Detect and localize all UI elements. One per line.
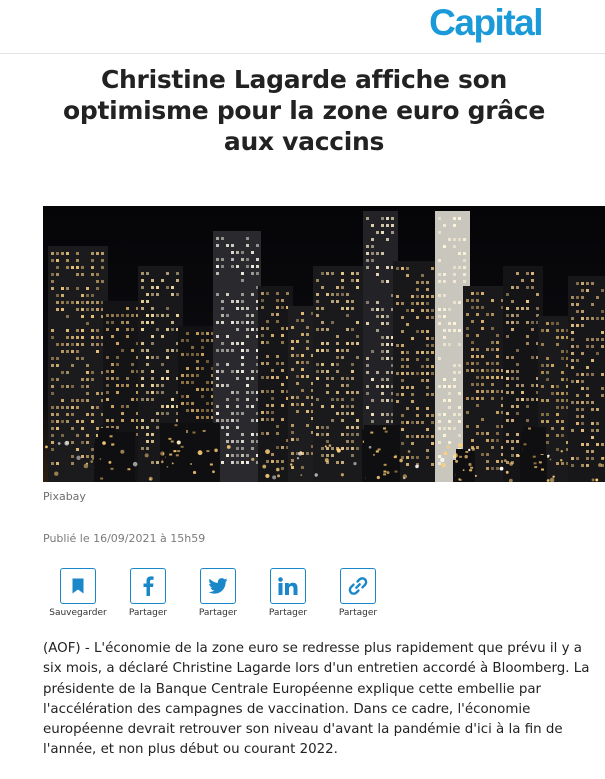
share-item-twitter [183,568,253,618]
city-skyline-image [43,206,605,482]
publication-date: Publié le 16/09/2021 à 15h59 [43,532,206,545]
bookmark-icon [71,578,85,594]
twitter-icon [208,578,228,594]
copy-link-button[interactable] [340,568,376,604]
article-title: Christine Lagarde affiche son optimisme pour la zone euro grâce aux vaccins [63,65,545,156]
save-label: Sauvegarder [49,608,107,618]
save-button[interactable] [60,568,96,604]
capital-logo[interactable]: Capital [429,2,542,43]
share-item-linkedin [253,568,323,618]
site-header [0,0,605,54]
image-credit: Pixabay [43,490,86,503]
twitter-share-button[interactable] [200,568,236,604]
share-item-facebook [113,568,183,618]
article-image [43,206,605,482]
share-item-link [323,568,393,618]
facebook-label: Partager [128,608,168,618]
article-body: (AOF) - L'économie de la zone euro se redresse plus rapidement que prévu il y a six mois, a déclaré Christine Lagarde lors d'un entretien accordé à Bloomberg. La présidente de la Banque Centrale Européenne explique cette embellie par l'accélération des campagnes de vaccination. Dans ce cadre, l'économie européenne devrait retrouver son niveau d'avant la pandémie d'ici à la fin de l'année, et non plus début ou courant 2022. [43,641,590,758]
linkedin-label: Partager [268,608,308,618]
twitter-label: Partager [198,608,238,618]
share-item-save [43,568,113,618]
facebook-icon [142,576,154,596]
link-icon [348,576,368,596]
linkedin-share-button[interactable] [270,568,306,604]
facebook-share-button[interactable] [130,568,166,604]
linkedin-icon [278,577,298,595]
share-bar [43,568,393,618]
link-label: Partager [338,608,378,618]
